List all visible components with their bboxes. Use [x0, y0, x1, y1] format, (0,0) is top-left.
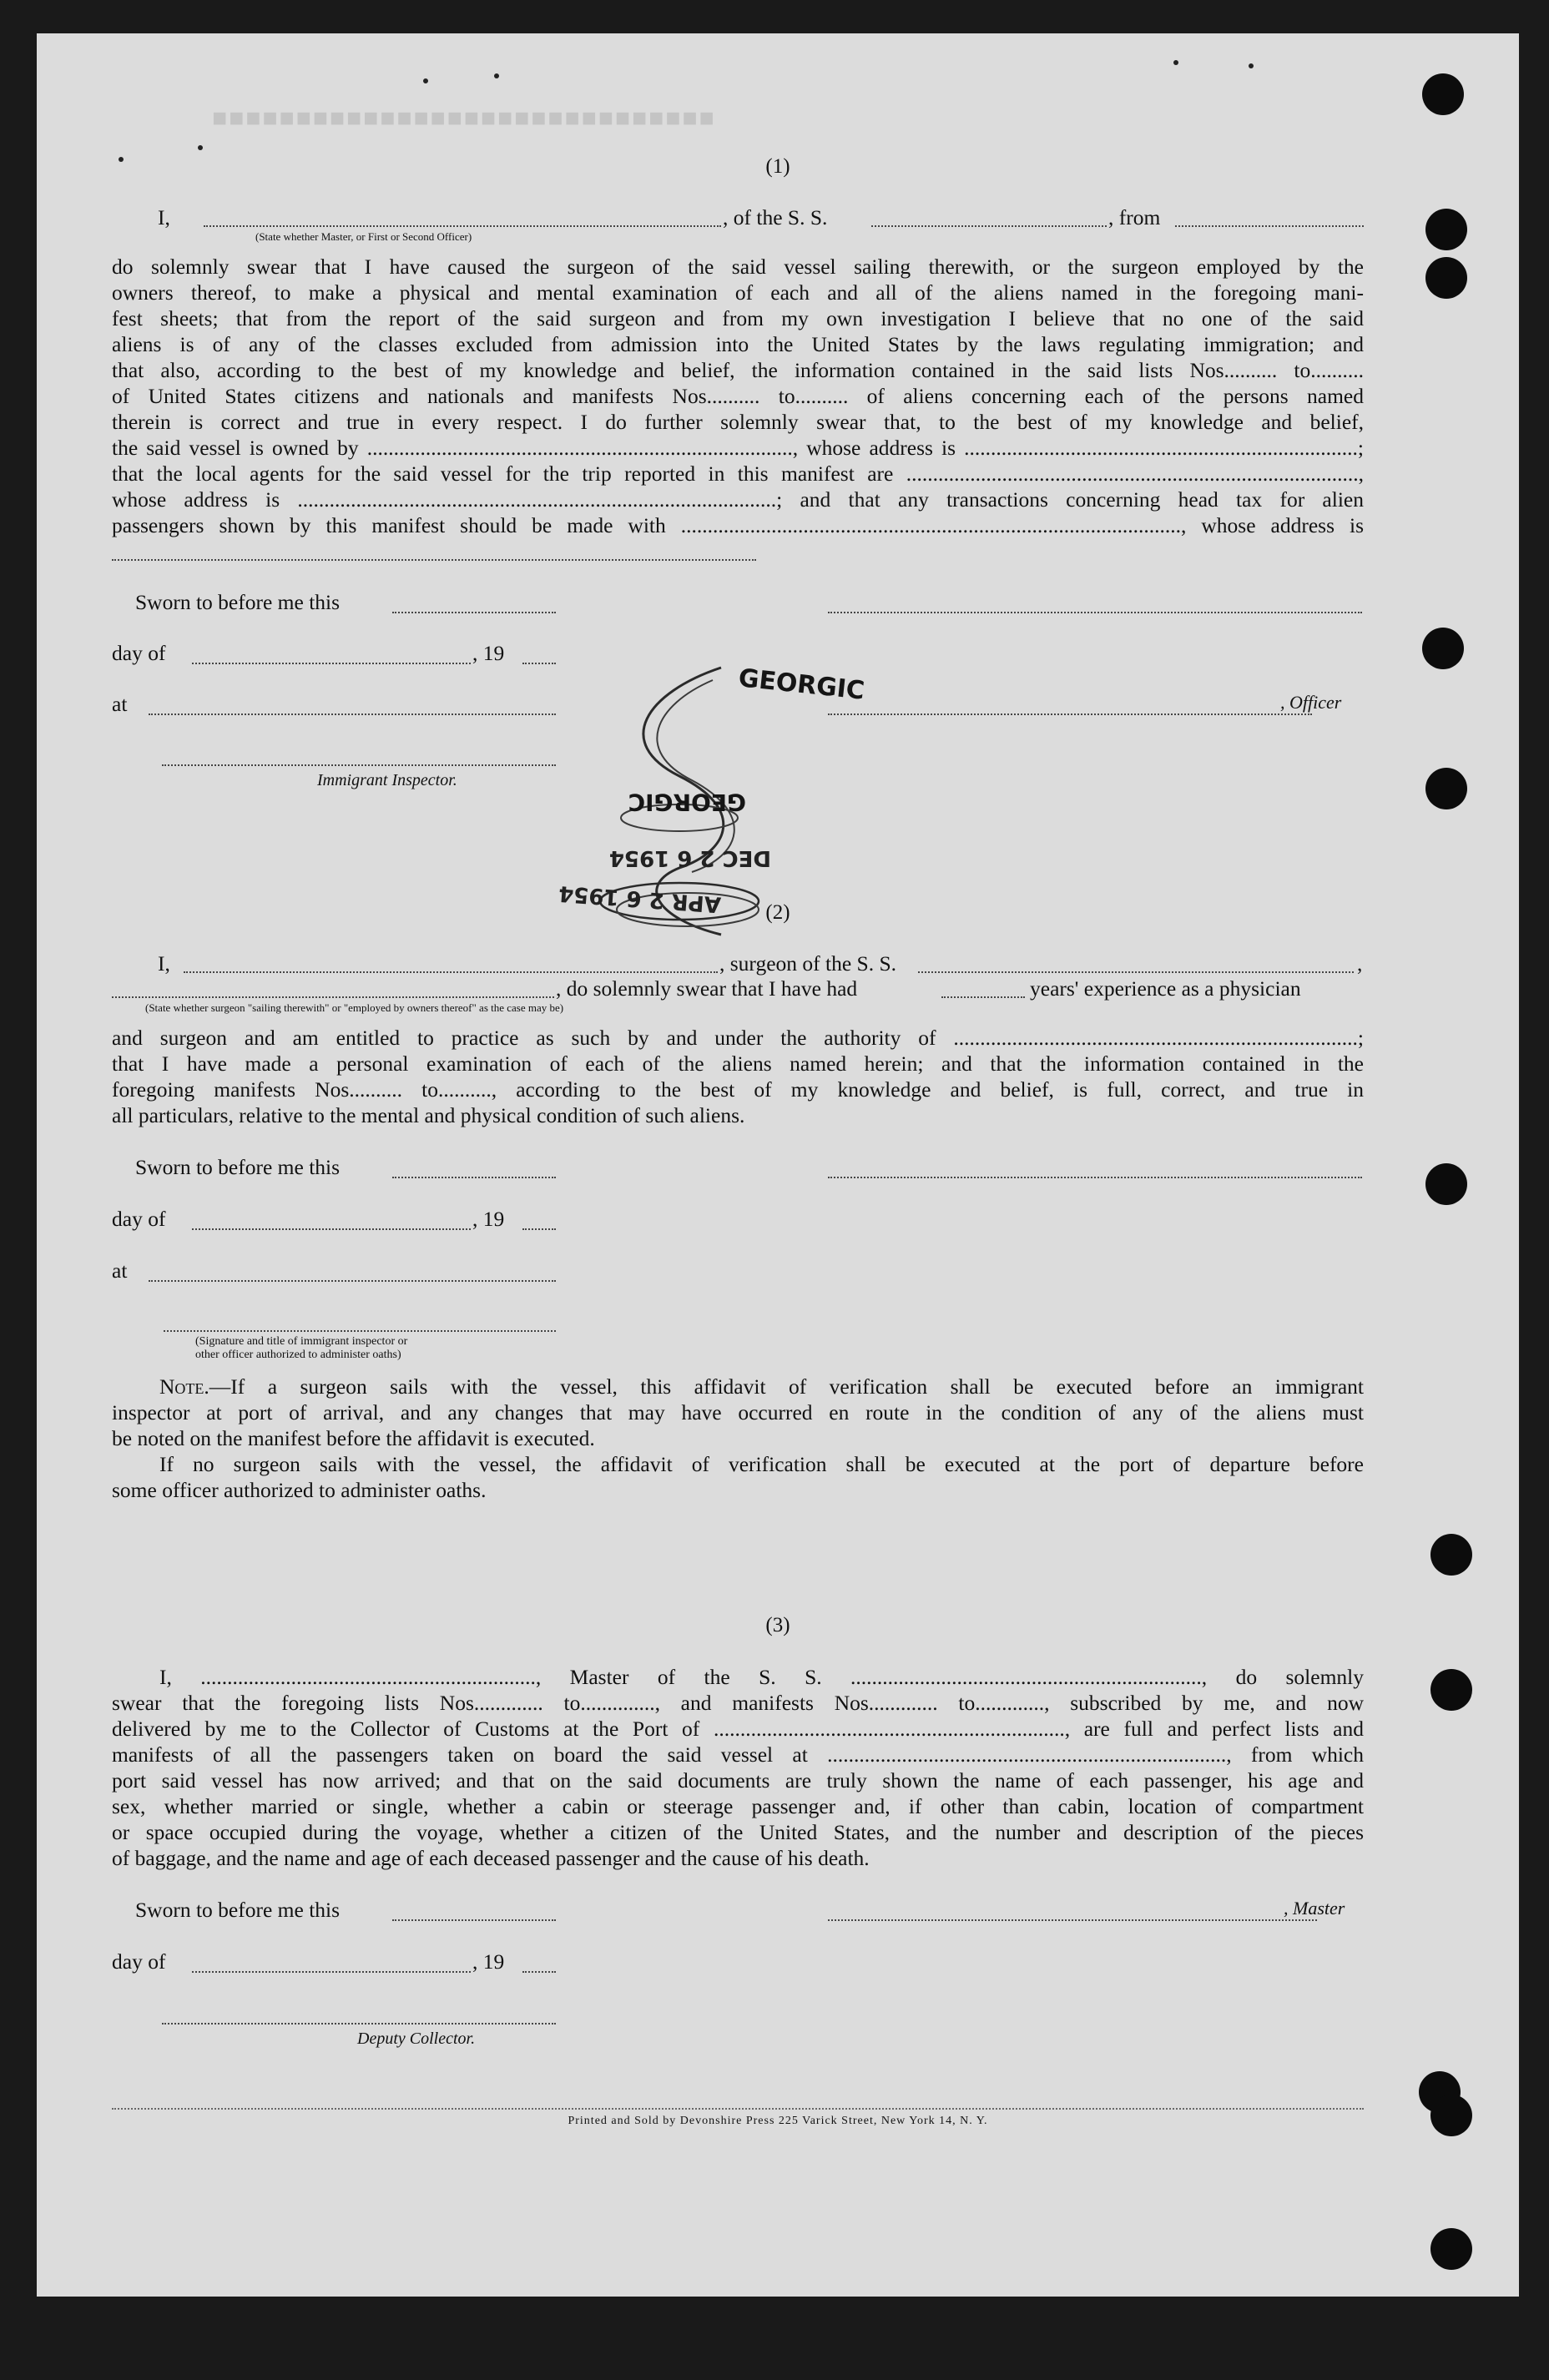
sec3-line-6: sex, whether married or single, whether a cabin or steerage passenger and, if other than cabin, location of compartment — [112, 1794, 1364, 1818]
sec2-i-label: I, — [158, 951, 170, 976]
inspector-label: Immigrant Inspector. — [317, 771, 457, 789]
vessel-name-blank — [871, 225, 1107, 227]
stamp-ship-name-top: GEORGIC — [737, 663, 866, 706]
sec2-line-4: all particulars, relative to the mental and physical condition of such aliens. — [112, 1103, 745, 1127]
sec2-vessel-blank — [918, 971, 1354, 973]
sec3-sworn-label: Sworn to before me this — [135, 1898, 341, 1922]
binder-hole — [1422, 73, 1464, 115]
sec1-officer-signature-blank — [828, 612, 1362, 613]
sec2-day-blank — [192, 1228, 471, 1230]
ink-speck — [423, 78, 428, 83]
ink-speck — [1249, 63, 1254, 68]
inspector-signature-blank — [162, 764, 556, 766]
sec2-line-2: that I have made a personal examination of each of the aliens named herein; and that the information contained in the — [112, 1051, 1364, 1076]
sec2-sworn-blank — [392, 1177, 556, 1178]
section-1-number: (1) — [765, 155, 790, 178]
stamp-ship-name-bottom: GEORGIC — [628, 789, 746, 816]
master-name-blank — [204, 225, 721, 227]
sec1-line-8: the said vessel is owned by ................................................................................, whose address is ..........................................................................; — [112, 436, 1364, 460]
sig-note-2: other officer authorized to administer oaths) — [195, 1349, 401, 1361]
sec2-comma: , — [1357, 951, 1363, 976]
ink-speck — [494, 73, 499, 78]
sec1-from-label: , from — [1108, 205, 1161, 229]
collector-signature-blank — [162, 2023, 556, 2025]
sec3-day-blank — [192, 1971, 471, 1973]
sec1-line-3: fest sheets; that from the report of the said surgeon and from my own investigation I believe that no one of the said — [112, 306, 1364, 330]
stamp-date-lower: APR 2 6 1954 — [558, 880, 722, 917]
section-2-number: (2) — [765, 901, 790, 924]
note-line-2: inspector at port of arrival, and any changes that may have occurred en route in the condition of any of the aliens must — [112, 1400, 1364, 1424]
sec1-year-label: , 19 — [472, 641, 505, 665]
sec2-sworn-label: Sworn to before me this — [135, 1155, 341, 1179]
sec1-at-label: at — [112, 692, 128, 716]
surgeon-note: (State whether surgeon "sailing therewith" or "employed by owners thereof" as the case may be) — [145, 1001, 564, 1014]
sec1-sworn-blank — [392, 612, 556, 613]
sec1-line-7: therein is correct and true in every respect. I do further solemnly swear that, to the best of my knowledge and belief, — [112, 410, 1364, 434]
sec3-day-label: day of — [112, 1949, 166, 1974]
sec3-year-blank — [522, 1971, 556, 1973]
surgeon-status-blank — [112, 996, 554, 998]
section-3-number: (3) — [765, 1614, 790, 1636]
sec3-line-5: port said vessel has now arrived; and that on the said documents are truly shown the name of each passenger, his age and — [112, 1768, 1364, 1793]
sec1-year-blank — [522, 663, 556, 664]
note-line-4: If no surgeon sails with the vessel, the affidavit of verification shall be executed at the port of departure before — [159, 1452, 1364, 1476]
sec1-line-2: owners thereof, to make a physical and mental examination of each and all of the aliens named in the foregoing mani- — [112, 280, 1364, 305]
sig-note-1: (Signature and title of immigrant inspector or — [195, 1335, 408, 1348]
sec3-line-7: or space occupied during the voyage, whether a citizen of the United States, and the number and description of the pieces — [112, 1820, 1364, 1844]
sec2-year-label: , 19 — [472, 1207, 505, 1231]
sec2-year-blank — [522, 1228, 556, 1230]
sec3-year-label: , 19 — [472, 1949, 505, 1974]
binder-hole — [1425, 257, 1467, 299]
address-continuation-blank — [112, 559, 756, 561]
note-line-3: be noted on the manifest before the affidavit is executed. — [112, 1426, 595, 1450]
sec1-line-9: that the local agents for the said vessel for the trip reported in this manifest are ....................................................................................., — [112, 461, 1364, 486]
ink-speck — [1173, 60, 1178, 65]
note-label: Note. — [159, 1374, 209, 1399]
surgeon-name-blank — [184, 971, 718, 973]
sec2-inspector-signature-blank — [164, 1330, 556, 1332]
stamp-date-upper: DEC 2 6 1954 — [608, 845, 771, 870]
from-port-blank — [1175, 225, 1364, 227]
printer-imprint: Printed and Sold by Devonshire Press 225 Varick Street, New York 14, N. Y. — [568, 2115, 988, 2127]
sec3-sworn-blank — [392, 1919, 556, 1921]
sec2-at-blank — [149, 1280, 556, 1282]
sec1-at-blank — [149, 713, 556, 715]
sec2-signature-blank — [828, 1177, 1362, 1178]
binder-hole — [1425, 1163, 1467, 1205]
ink-speck — [198, 145, 203, 150]
note-line-1-text: —If a surgeon sails with the vessel, this affidavit of verification shall be executed before an immigrant — [209, 1374, 1364, 1399]
sec2-vessel-label: , surgeon of the S. S. — [719, 951, 897, 976]
sec3-line-8: of baggage, and the name and age of each deceased passenger and the cause of his death. — [112, 1846, 870, 1870]
sec1-vessel-label: , of the S. S. — [723, 205, 828, 229]
sec1-line-6: of United States citizens and nationals and manifests Nos.......... to.......... of aliens concerning each of the persons named — [112, 384, 1364, 408]
sec2-line-3: foregoing manifests Nos.......... to.........., according to the best of my knowledge and belief, is full, correct, and true in — [112, 1077, 1364, 1102]
sec3-master-label: , Master — [1284, 1898, 1345, 1919]
binder-hole — [1430, 1669, 1472, 1711]
sec1-line-11: passengers shown by this manifest should be made with .............................................................................................., whose address is — [112, 513, 1364, 537]
sec2-day-label: day of — [112, 1207, 166, 1231]
sec2-swear-label: , do solemnly swear that I have had — [556, 976, 858, 1001]
officer-note: (State whether Master, or First or Second Officer) — [255, 230, 472, 243]
sec1-day-label: day of — [112, 641, 166, 665]
sec1-line-5: that also, according to the best of my knowledge and belief, the information contained in the said lists Nos.......... to.......... — [112, 358, 1364, 382]
sec2-line-1: and surgeon and am entitled to practice as such by and under the authority of ............................................................................; — [112, 1026, 1364, 1050]
years-experience-blank — [941, 996, 1025, 998]
sec3-line-3: delivered by me to the Collector of Customs at the Port of .................................................................., are full and perfect lists and — [112, 1717, 1364, 1741]
binder-hole — [1425, 768, 1467, 809]
binder-hole — [1422, 628, 1464, 669]
bleed-through-text: ■■■■■■■■■■■■■■■■■■■■■■■■■■■■■■ — [212, 104, 716, 132]
sec2-years-label: years' experience as a physician — [1030, 976, 1301, 1001]
sec2-at-label: at — [112, 1258, 128, 1283]
binder-hole — [1430, 2228, 1472, 2270]
note-line-1 — [159, 1374, 1364, 1399]
collector-label: Deputy Collector. — [357, 2030, 476, 2048]
manifest-affidavit-page — [37, 33, 1519, 2297]
binder-hole — [1425, 209, 1467, 250]
binder-hole — [1430, 1534, 1472, 1576]
sec1-i-label: I, — [158, 205, 170, 229]
note-line-5: some officer authorized to administer oaths. — [112, 1478, 487, 1502]
sec1-line-10: whose address is ..........................................................................................; and that any transactions concerning head tax for alien — [112, 487, 1364, 512]
footer-rule — [112, 2108, 1364, 2110]
sec1-day-blank — [192, 663, 471, 664]
sec1-line-4: aliens is of any of the classes excluded from admission into the United States by the laws regulating immigration; and — [112, 332, 1364, 356]
sec1-sworn-label: Sworn to before me this — [135, 590, 341, 614]
sec1-officer-label: , Officer — [1280, 692, 1342, 713]
sec3-line-4: manifests of all the passengers taken on board the said vessel at ..........................................................................., from which — [112, 1742, 1364, 1767]
sec1-line-1: do solemnly swear that I have caused the surgeon of the said vessel sailing therewith, or the surgeon employed by the — [112, 255, 1364, 279]
sec3-line-2: swear that the foregoing lists Nos............. to.............., and manifests Nos............. to............., subscribed by me, and now — [112, 1691, 1364, 1715]
sec3-line-1: I, ..............................................................., Master of the S. S. .................................................................., do solemnly — [159, 1665, 1364, 1689]
master-signature-blank — [828, 1919, 1317, 1921]
